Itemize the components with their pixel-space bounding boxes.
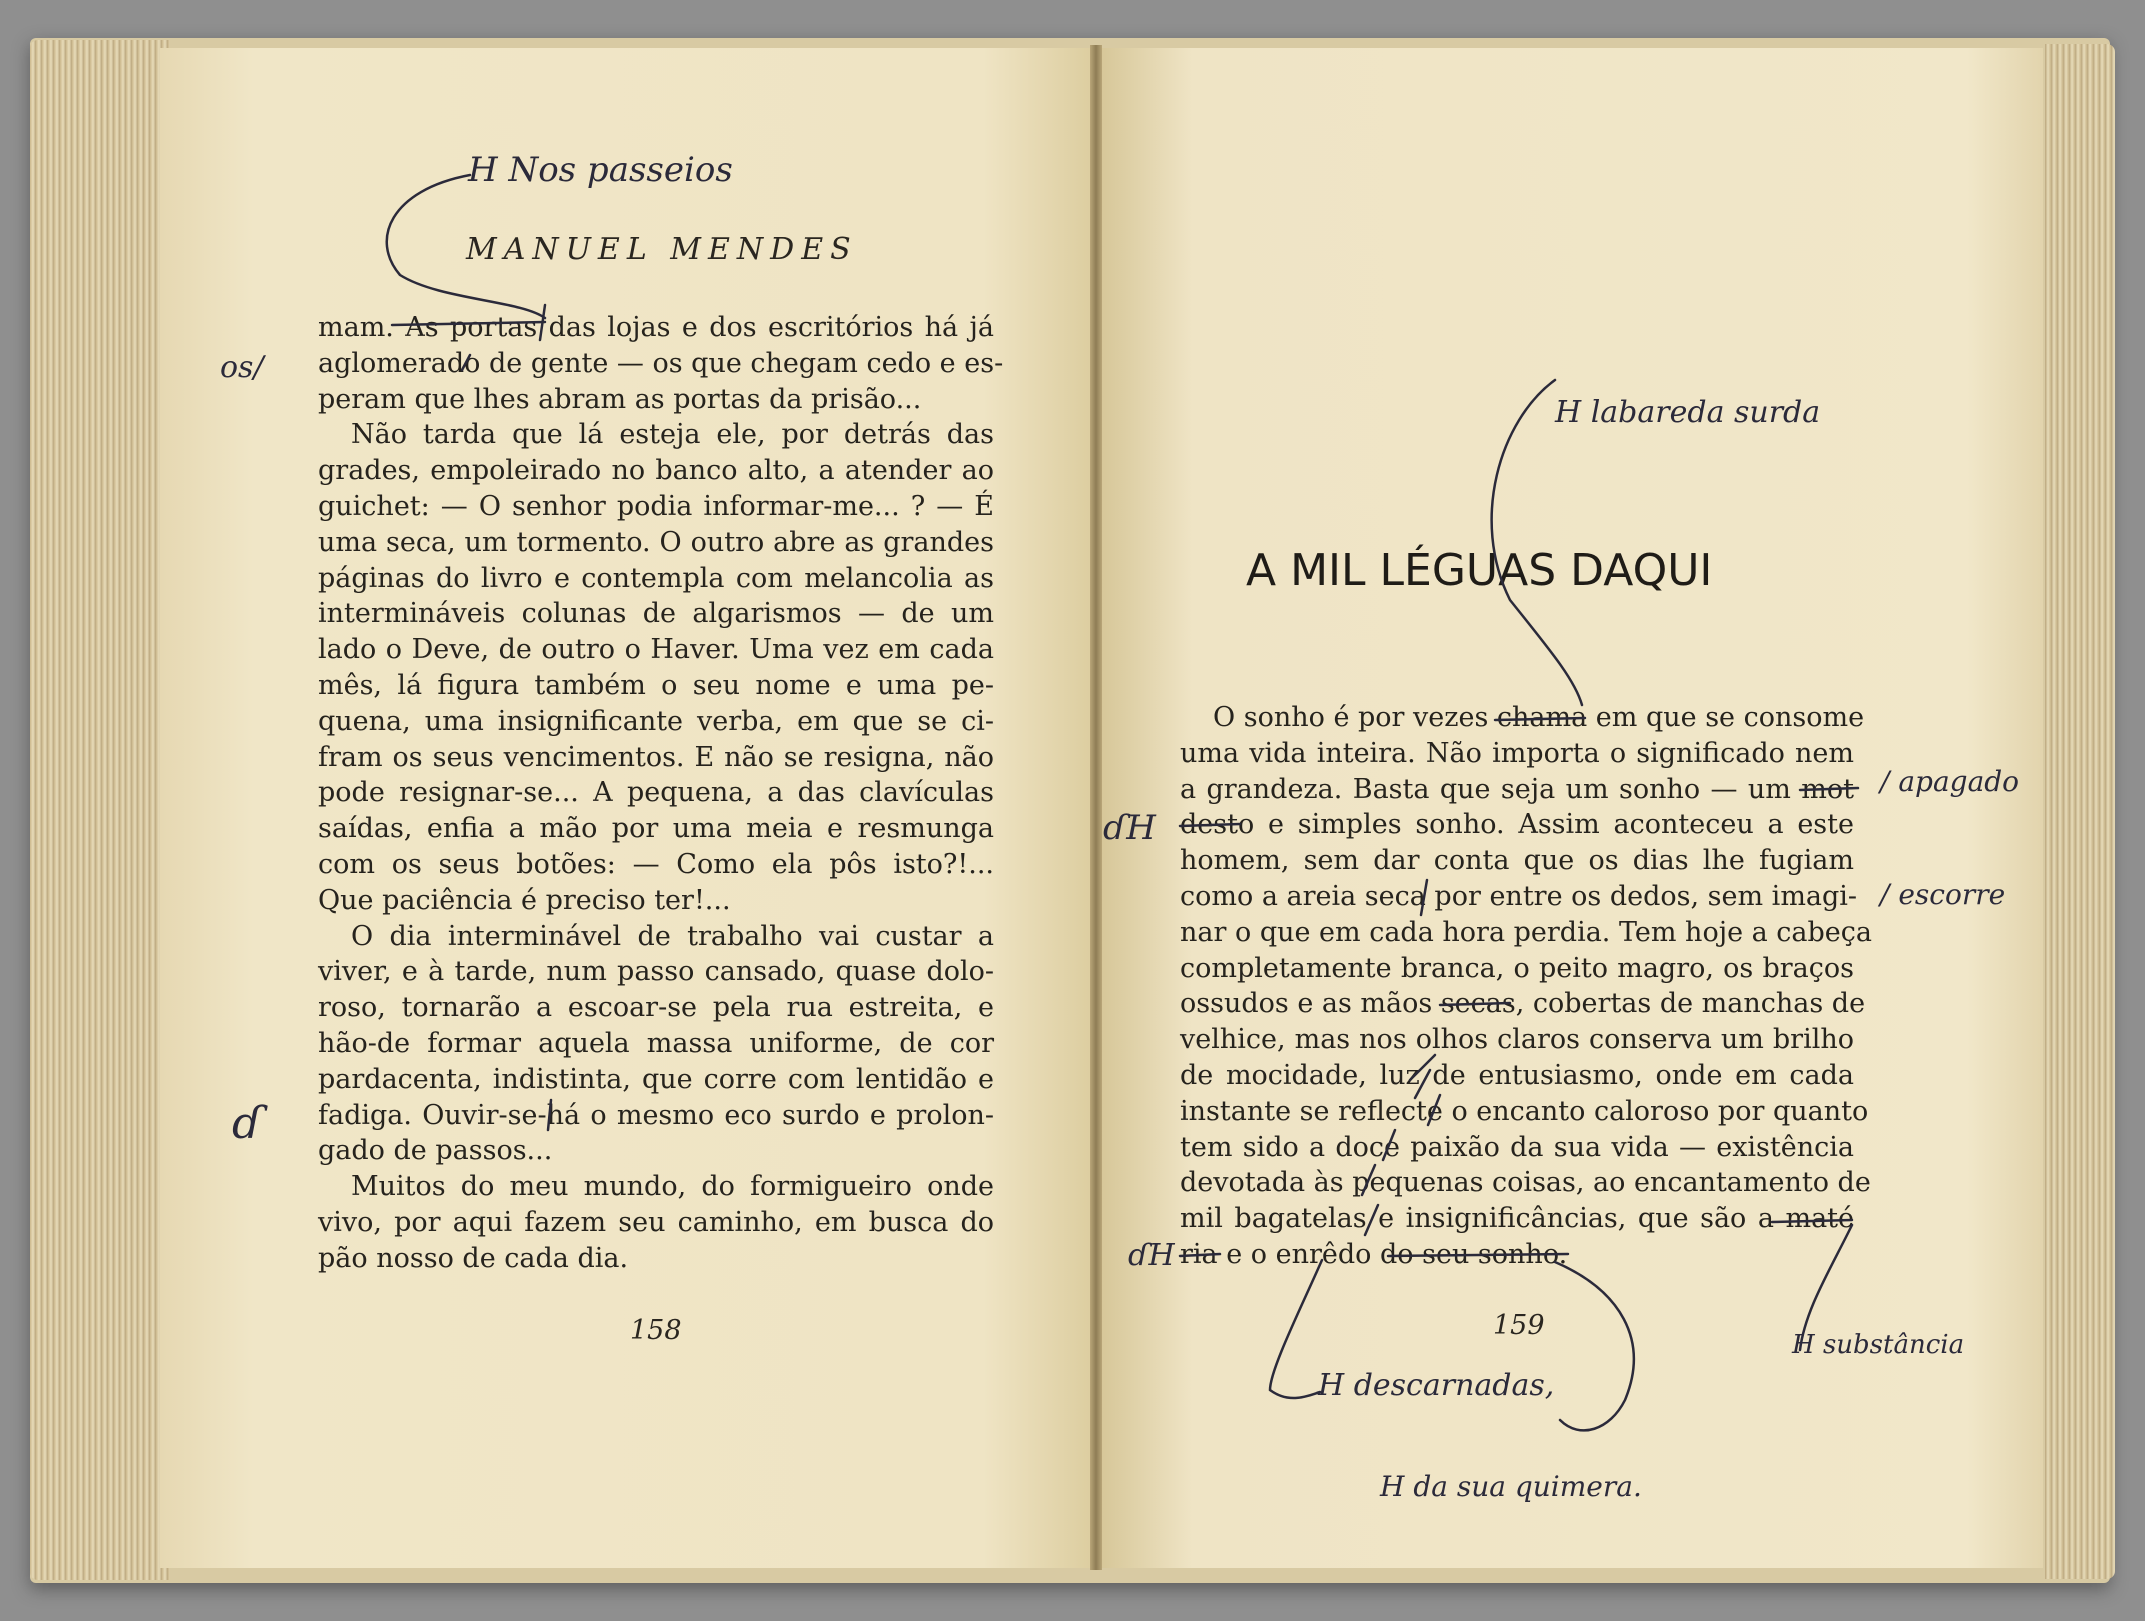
annotation-bottom-2: H da sua quimera. [1380, 1470, 1642, 1503]
annotation-top-left: H Nos passeios [468, 150, 733, 190]
text-line: de mocidade, luz de entusiasmo, onde em cada [1180, 1059, 1854, 1091]
annotation-margin-escorre: / escorre [1880, 878, 2006, 911]
text-line: ossudos e as mãos secas, cobertas de manchas de [1180, 988, 1866, 1020]
text-line: quena, uma insignificante verba, em que se ci- [318, 705, 994, 737]
text-line: mês, lá figura também o seu nome e uma pe- [318, 669, 994, 701]
annotation-margin-os: os/ [220, 350, 264, 385]
text-line: uma seca, um tormento. O outro abre as grandes [318, 526, 994, 558]
text-line: mil bagatelas e insignificâncias, que são a maté [1180, 1203, 1854, 1235]
page-edges-right [2045, 44, 2115, 1579]
page-edges-left [30, 40, 170, 1580]
text-line: homem, sem dar conta que os dias lhe fugiam [1180, 845, 1854, 877]
text-line: lado o Deve, de outro o Haver. Uma vez em cada [318, 634, 994, 666]
text-line: instante se reflecte o encanto caloroso por quanto [1180, 1095, 1869, 1127]
text-line: mam. As portas das lojas e dos escritórios há já [318, 312, 994, 343]
book-gutter [1090, 45, 1102, 1570]
text-line: Não tarda que lá esteja ele, por detrás das [351, 419, 994, 451]
text-line: aglomerado de gente — os que chegam cedo e es- [318, 347, 1004, 379]
left-page-text [318, 310, 1004, 1277]
text-line: guichet: — O senhor podia informar-me... ? — É [318, 490, 994, 522]
running-head: MANUEL MENDES [466, 232, 858, 267]
annotation-bottom-right: H substância [1792, 1330, 1965, 1360]
annotation-margin-left-1: ɗH [1103, 808, 1156, 848]
annotation-margin-left-2: ɗH [1128, 1238, 1175, 1273]
text-line: pardacenta, indistinta, que corre com lentidão e [318, 1063, 994, 1095]
text-line: a grandeza. Basta que seja um sonho — um mot [1180, 773, 1854, 805]
text-line: ria e o enrêdo do seu sonho. [1180, 1238, 1568, 1270]
text-line: tem sido a doce paixão da sua vida — existência [1180, 1131, 1854, 1163]
text-line: devotada às pequenas coisas, ao encantamento de [1180, 1167, 1871, 1199]
text-line: Que paciência é preciso ter!... [318, 884, 731, 916]
text-line: peram que lhes abram as portas da prisão... [318, 383, 922, 415]
page-number-left: 158 [630, 1315, 682, 1346]
text-line: hão-de formar aquela massa uniforme, de cor [318, 1027, 994, 1059]
right-page-text [1180, 700, 1873, 1273]
annotation-margin-apagado: / apagado [1880, 765, 2020, 798]
text-line: O dia interminável de trabalho vai custar a [351, 920, 994, 952]
annotation-top-right: H labareda surda [1555, 395, 1821, 430]
text-line: uma vida inteira. Não importa o significado nem [1180, 737, 1854, 769]
annotation-bottom-1: H descarnadas, [1318, 1368, 1555, 1403]
text-line: Muitos do meu mundo, do formigueiro onde [351, 1171, 994, 1203]
text-line: nar o que em cada hora perdia. Tem hoje a cabeça [1180, 916, 1873, 948]
text-line: velhice, mas nos olhos claros conserva um brilho [1180, 1024, 1854, 1056]
text-line: viver, e à tarde, num passo cansado, quase dolo- [318, 956, 994, 988]
text-line: pão nosso de cada dia. [318, 1242, 629, 1274]
text-line: páginas do livro e contempla com melancolia as [318, 562, 994, 594]
text-line: intermináveis colunas de algarismos — de um [318, 598, 994, 630]
text-line: pode resignar-se... A pequena, a das clavículas [318, 777, 994, 809]
text-line: fram os seus vencimentos. E não se resigna, não [318, 741, 994, 773]
text-line: saídas, enfia a mão por uma meia e resmunga [318, 813, 994, 845]
text-line: fadiga. Ouvir-se-há o mesmo eco surdo e prolon- [318, 1099, 994, 1131]
page-number-right: 159 [1493, 1310, 1545, 1341]
text-line: gado de passos... [318, 1135, 553, 1167]
text-line: O sonho é por vezes chama em que se consome [1213, 702, 1865, 733]
annotation-margin-mark: ɗ [232, 1098, 263, 1149]
text-line: com os seus botões: — Como ela pôs isto?!... [318, 848, 994, 880]
text-line: completamente branca, o peito magro, os braços [1180, 952, 1854, 984]
text-line: grades, empoleirado no banco alto, a atender ao [318, 455, 994, 487]
text-line: vivo, por aqui fazem seu caminho, em busca do [318, 1206, 994, 1238]
chapter-title: A MIL LÉGUAS DAQUI [1246, 545, 1713, 596]
text-line: roso, tornarão a escoar-se pela rua estreita, e [318, 992, 994, 1024]
text-line: como a areia seca por entre os dedos, sem imagi- [1180, 880, 1858, 912]
text-line: desto e simples sonho. Assim aconteceu a este [1180, 809, 1854, 841]
